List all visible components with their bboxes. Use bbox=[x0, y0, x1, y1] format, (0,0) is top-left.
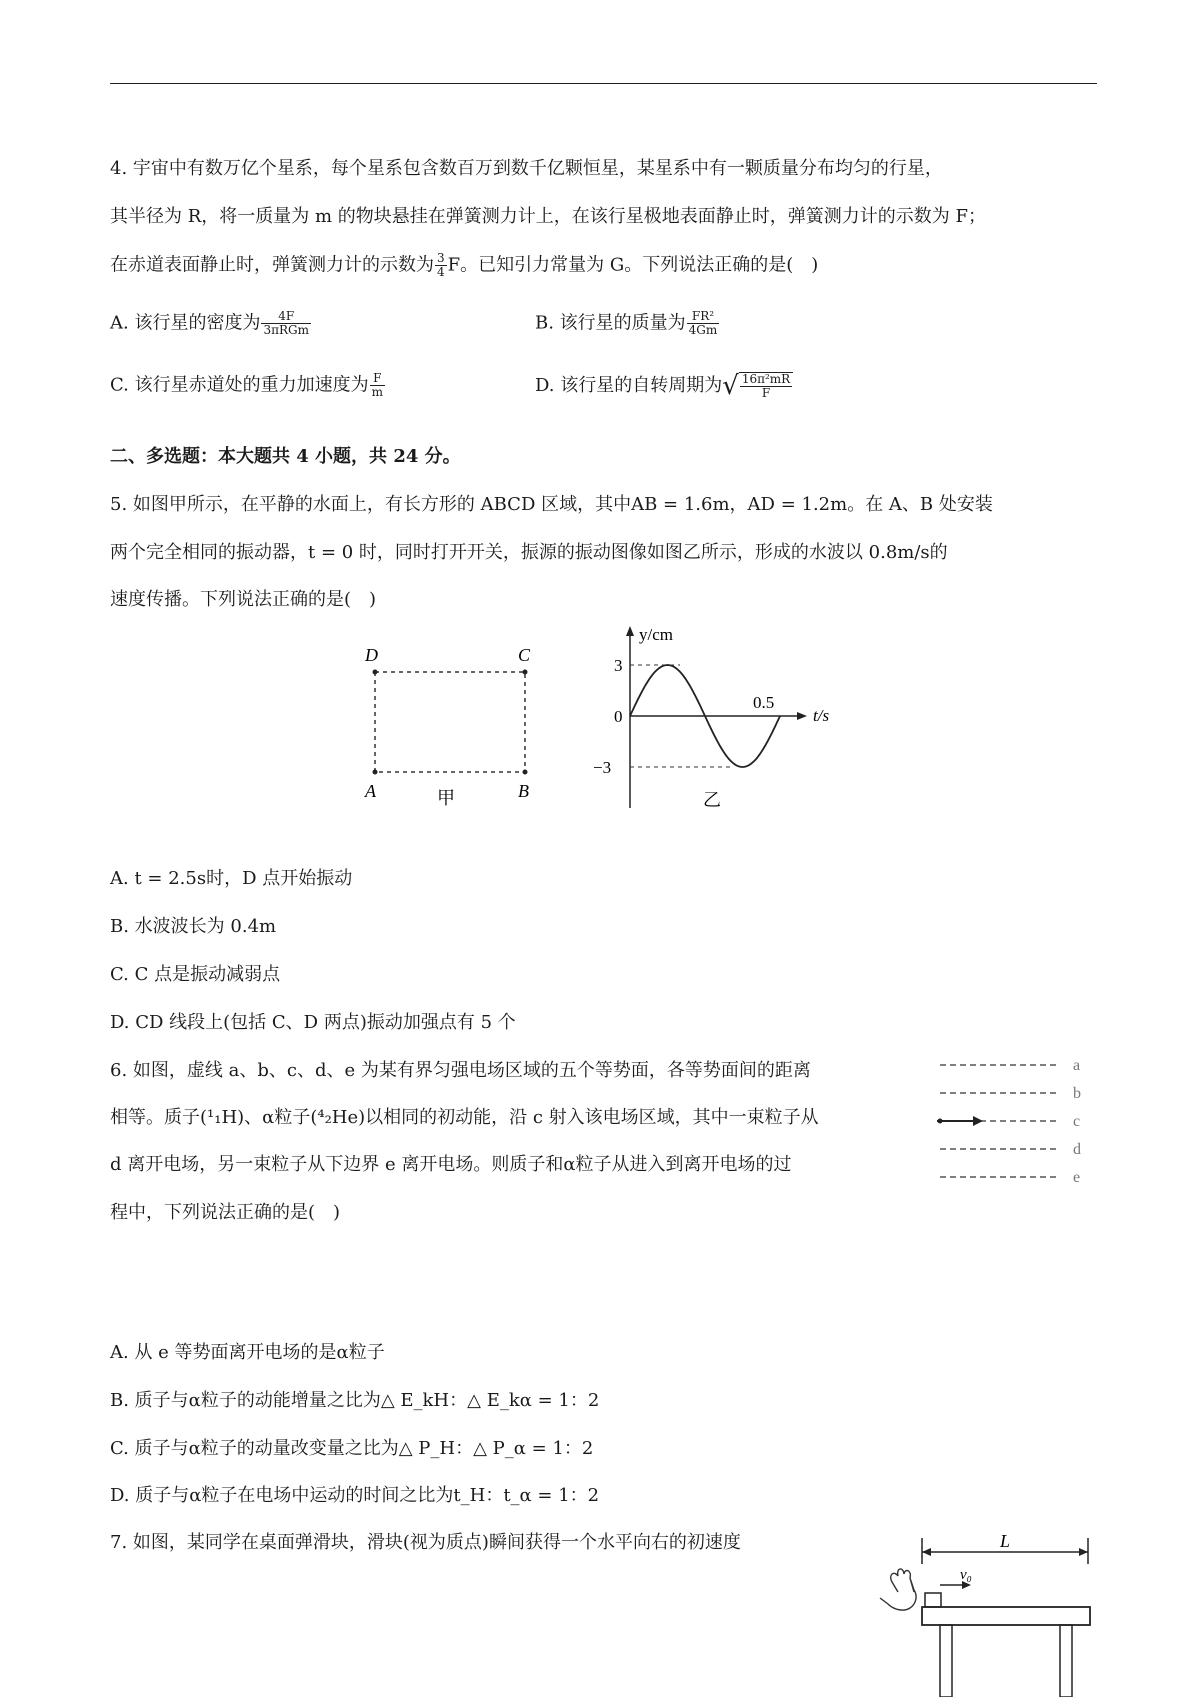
q4-option-c-text: C. 该行星赤道处的重力加速度为 bbox=[110, 374, 369, 396]
slider-block bbox=[925, 1593, 941, 1607]
q4-frac-num: 3 bbox=[437, 251, 445, 265]
y-tick-3: 3 bbox=[614, 656, 623, 675]
q6-option-c: C. 质子与α粒子的动量改变量之比为△ P_H：△ P_α = 1：2 bbox=[110, 1438, 594, 1459]
q6-line2: 相等。质子(¹₁H)、α粒子(⁴₂He)以相同的初动能，沿 c 射入该电场区域，其中一束粒子从 bbox=[110, 1107, 819, 1128]
label-d: d bbox=[1073, 1141, 1081, 1158]
t-label: t/s bbox=[813, 706, 830, 725]
q4-option-c bbox=[110, 372, 386, 399]
q4-option-d-frac bbox=[740, 373, 792, 400]
q6-line4: 程中，下列说法正确的是( ) bbox=[110, 1202, 341, 1223]
q5-line2: 两个完全相同的振动器，t = 0 时，同时打开开关，振源的振动图像如图乙所示，形成的水波以 0.8m/s的 bbox=[110, 542, 948, 563]
q4-line1: 4. 宇宙中有数万亿个星系，每个星系包含数百万到数千亿颗恒星，某星系中有一颗质量分布均匀的行星， bbox=[110, 158, 943, 179]
y-axis-arrow bbox=[626, 626, 634, 636]
q4-option-b-frac bbox=[687, 310, 720, 337]
l-arrow-right bbox=[1079, 1548, 1088, 1556]
frac-den: F bbox=[761, 386, 771, 400]
frac-den: m bbox=[371, 385, 383, 399]
figure-table-slider bbox=[870, 1530, 1095, 1697]
q5-line3: 速度传播。下列说法正确的是( ) bbox=[110, 589, 377, 610]
q4-line3-pre: 在赤道表面静止时，弹簧测力计的示数为 bbox=[110, 254, 434, 276]
header-rule bbox=[110, 83, 1097, 84]
caption-jia: 甲 bbox=[437, 788, 455, 808]
t-tick-0-5: 0.5 bbox=[753, 693, 775, 712]
y-tick-0: 0 bbox=[614, 707, 623, 726]
sqrt-sign: √ $\frac{\text{16π²mR}}{F}$ bbox=[722, 372, 793, 400]
q5-line1: 5. 如图甲所示，在平静的水面上，有长方形的 ABCD 区域，其中AB = 1.6m，AD = 1.2m。在 A、B 处安装 bbox=[110, 494, 993, 515]
q4-line2: 其半径为 R，将一质量为 m 的物块悬挂在弹簧测力计上，在该行星极地表面静止时，弹簧测力计的示数为 F； bbox=[110, 206, 986, 227]
t-axis-arrow bbox=[797, 712, 807, 720]
q4-option-a-text: A. 该行星的密度为 bbox=[110, 312, 261, 334]
frac-num: F bbox=[370, 372, 385, 386]
point-d bbox=[373, 670, 378, 675]
label-c: C bbox=[518, 645, 531, 665]
caption-yi: 乙 bbox=[703, 790, 721, 810]
q4-option-a bbox=[110, 310, 312, 337]
figure-equipotential bbox=[935, 1055, 1095, 1205]
q5-option-a: A. t = 2.5s时，D 点开始振动 bbox=[110, 868, 353, 889]
q4-option-b-text: B. 该行星的质量为 bbox=[535, 312, 686, 334]
section-heading: 二、多选题：本大题共 4 小题，共 24 分。 bbox=[110, 446, 461, 467]
label-c: c bbox=[1073, 1113, 1081, 1130]
q6-option-b: B. 质子与α粒子的动能增量之比为△ E_kH：△ E_kα = 1：2 bbox=[110, 1390, 600, 1411]
q4-option-d bbox=[535, 372, 793, 400]
hand-icon bbox=[880, 1569, 916, 1610]
frac-num: 16π²mR bbox=[741, 372, 791, 386]
figure-jia bbox=[355, 640, 545, 820]
q4-fraction bbox=[435, 252, 447, 279]
point-c bbox=[523, 670, 528, 675]
label-b: b bbox=[1073, 1085, 1081, 1102]
frac-num: 4F bbox=[261, 310, 311, 324]
label-b: B bbox=[518, 781, 529, 801]
q6-line3: d 离开电场，另一束粒子从下边界 e 离开电场。则质子和α粒子从进入到离开电场的过 bbox=[110, 1154, 792, 1175]
q6-option-d: D. 质子与α粒子在电场中运动的时间之比为t_H：t_α = 1：2 bbox=[110, 1485, 600, 1506]
q6-line1: 6. 如图，虚线 a、b、c、d、e 为某有界匀强电场区域的五个等势面，各等势面间的距离 bbox=[110, 1060, 811, 1081]
q4-line3-post: F。已知引力常量为 G。下列说法正确的是( ) bbox=[447, 254, 819, 276]
q4-frac-den: 4 bbox=[437, 265, 445, 279]
frac-den: 4Gm bbox=[688, 323, 718, 337]
q7-line1: 7. 如图，某同学在桌面弹滑块，滑块(视为质点)瞬间获得一个水平向右的初速度 bbox=[110, 1532, 741, 1553]
q4-option-d-text: D. 该行星的自转周期为 bbox=[535, 375, 723, 396]
l-arrow-left bbox=[922, 1548, 931, 1556]
table-top bbox=[922, 1607, 1090, 1625]
source-point bbox=[938, 1119, 943, 1124]
beam-arrow-icon bbox=[973, 1116, 983, 1126]
q4-option-a-frac bbox=[261, 310, 311, 337]
label-a: a bbox=[1073, 1057, 1081, 1074]
table-leg-left bbox=[940, 1625, 952, 1697]
q4-line3 bbox=[110, 252, 818, 279]
q6-option-a: A. 从 e 等势面离开电场的是α粒子 bbox=[110, 1342, 385, 1363]
y-tick-neg3: −3 bbox=[593, 758, 612, 777]
label-a: A bbox=[365, 781, 376, 801]
q5-option-c: C. C 点是振动减弱点 bbox=[110, 964, 281, 985]
label-d: D bbox=[365, 645, 378, 665]
rectangle-abcd bbox=[375, 672, 525, 772]
point-b bbox=[523, 770, 528, 775]
y-label: y/cm bbox=[639, 625, 673, 644]
table-leg-right bbox=[1060, 1625, 1072, 1697]
frac-num: FR² bbox=[687, 310, 720, 324]
figure-yi bbox=[585, 620, 845, 820]
point-a bbox=[373, 770, 378, 775]
q5-option-b: B. 水波波长为 0.4m bbox=[110, 916, 277, 937]
frac-den: 3πRGm bbox=[263, 323, 309, 337]
q5-option-d: D. CD 线段上(包括 C、D 两点)振动加强点有 5 个 bbox=[110, 1012, 516, 1033]
q4-option-c-frac bbox=[370, 372, 385, 399]
label-l: L bbox=[1000, 1531, 1011, 1551]
q4-option-b bbox=[535, 310, 720, 337]
label-e: e bbox=[1073, 1169, 1081, 1186]
label-v0: v₀ bbox=[960, 1567, 972, 1583]
